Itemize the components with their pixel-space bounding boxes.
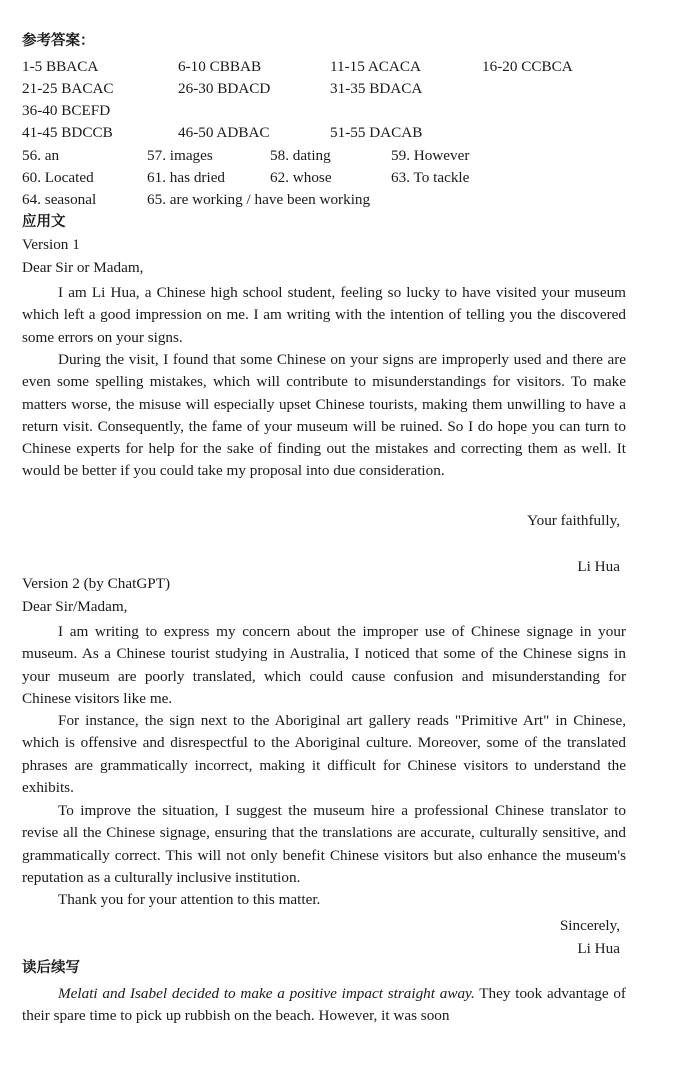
answer-cell: 31-35 BDACA bbox=[330, 80, 423, 97]
answer-cell: 64. seasonal bbox=[22, 191, 97, 208]
version-1-closing: Your faithfully, bbox=[527, 512, 620, 529]
version-1-paragraph-1: I am Li Hua, a Chinese high school student, feeling so lucky to have visited your museum which left a good impression on me. I am writing with the intention of telling you the discovered some errors on your signs. bbox=[22, 284, 626, 346]
answer-cell: 62. whose bbox=[270, 169, 332, 186]
answer-cell: 61. has dried bbox=[147, 169, 226, 186]
answer-cell: 63. To tackle bbox=[391, 169, 470, 186]
continuation-rest: They took advantage of their spare time to pick up rubbish on the beach. However, it was soon bbox=[22, 985, 626, 1025]
answer-cell: 65. are working / have been working bbox=[147, 191, 371, 208]
answer-cell: 60. Located bbox=[22, 169, 94, 186]
answer-cell: 26-30 BDACD bbox=[178, 80, 271, 97]
answer-cell: 59. However bbox=[391, 147, 470, 164]
answer-cell: 46-50 ADBAC bbox=[178, 124, 270, 141]
version-1-signature: Li Hua bbox=[577, 558, 620, 575]
answer-cell: 56. an bbox=[22, 147, 60, 164]
version-2-signature: Li Hua bbox=[577, 940, 620, 957]
version-1-paragraph-2: During the visit, I found that some Chinese on your signs are improperly used and there are even some spelling mistakes, which will contribute to misunderstandings for visitors. To make matters worse, the misuse will especially upset Chinese tourists, making them unwilling to have a return visit. Consequently, the fame of your museum will be ruined. So I do hope you can turn to Chinese experts for help for the sake of finding out the mistakes and correcting them as well. It would be better if you could take my proposal into due consideration. bbox=[22, 351, 626, 480]
version-2-paragraph-2: For instance, the sign next to the Aboriginal art gallery reads "Primitive Art" in Chinese, which is offensive and disrespectful to the Aboriginal culture. Moreover, some of the translated phrases are grammatically incorrect, making it difficult for Chinese visitors to understand the exhibits. bbox=[22, 712, 626, 796]
answer-cell: 21-25 BACAC bbox=[22, 80, 114, 97]
continuation-paragraph bbox=[22, 983, 626, 1028]
version-2-closing: Sincerely, bbox=[559, 917, 620, 934]
answer-cell: 51-55 DACAB bbox=[330, 124, 423, 141]
answer-cell: 1-5 BBACA bbox=[22, 58, 99, 75]
version-2-paragraph-3: To improve the situation, I suggest the museum hire a professional Chinese translator to revise all the Chinese signage, ensuring that the translations are accurate, culturally sensitive, and grammatically correct. This will not only benefit Chinese visitors but also enhance the museum's reputation as a culturally inclusive institution. bbox=[22, 802, 626, 886]
answer-cell: 41-45 BDCCB bbox=[22, 124, 113, 141]
version-2-salutation: Dear Sir/Madam, bbox=[22, 598, 128, 615]
answer-cell: 6-10 CBBAB bbox=[178, 58, 262, 75]
version-2-paragraph-4: Thank you for your attention to this matter. bbox=[58, 891, 321, 908]
answer-cell: 57. images bbox=[147, 147, 213, 164]
answer-cell: 36-40 BCEFD bbox=[22, 102, 111, 119]
writing-heading: 应用文 bbox=[22, 214, 66, 230]
version-1-title: Version 1 bbox=[22, 236, 80, 253]
continuation-heading: 读后续写 bbox=[22, 960, 80, 976]
answer-cell: 16-20 CCBCA bbox=[482, 58, 573, 75]
answer-cell: 11-15 ACACA bbox=[330, 58, 421, 75]
continuation-italic-lead: Melati and Isabel decided to make a positive impact straight away. bbox=[58, 985, 475, 1002]
answer-key-heading: 参考答案： bbox=[22, 33, 95, 49]
version-1-salutation: Dear Sir or Madam, bbox=[22, 259, 144, 276]
answer-cell: 58. dating bbox=[270, 147, 331, 164]
version-2-title: Version 2 (by ChatGPT) bbox=[22, 575, 171, 592]
version-2-paragraph-1: I am writing to express my concern about the improper use of Chinese signage in your museum. As a Chinese tourist studying in Australia, I noticed that some of the Chinese signs in your museum are poorly translated, which could cause confusion and misunderstanding for Chinese visitors like me. bbox=[22, 623, 626, 707]
